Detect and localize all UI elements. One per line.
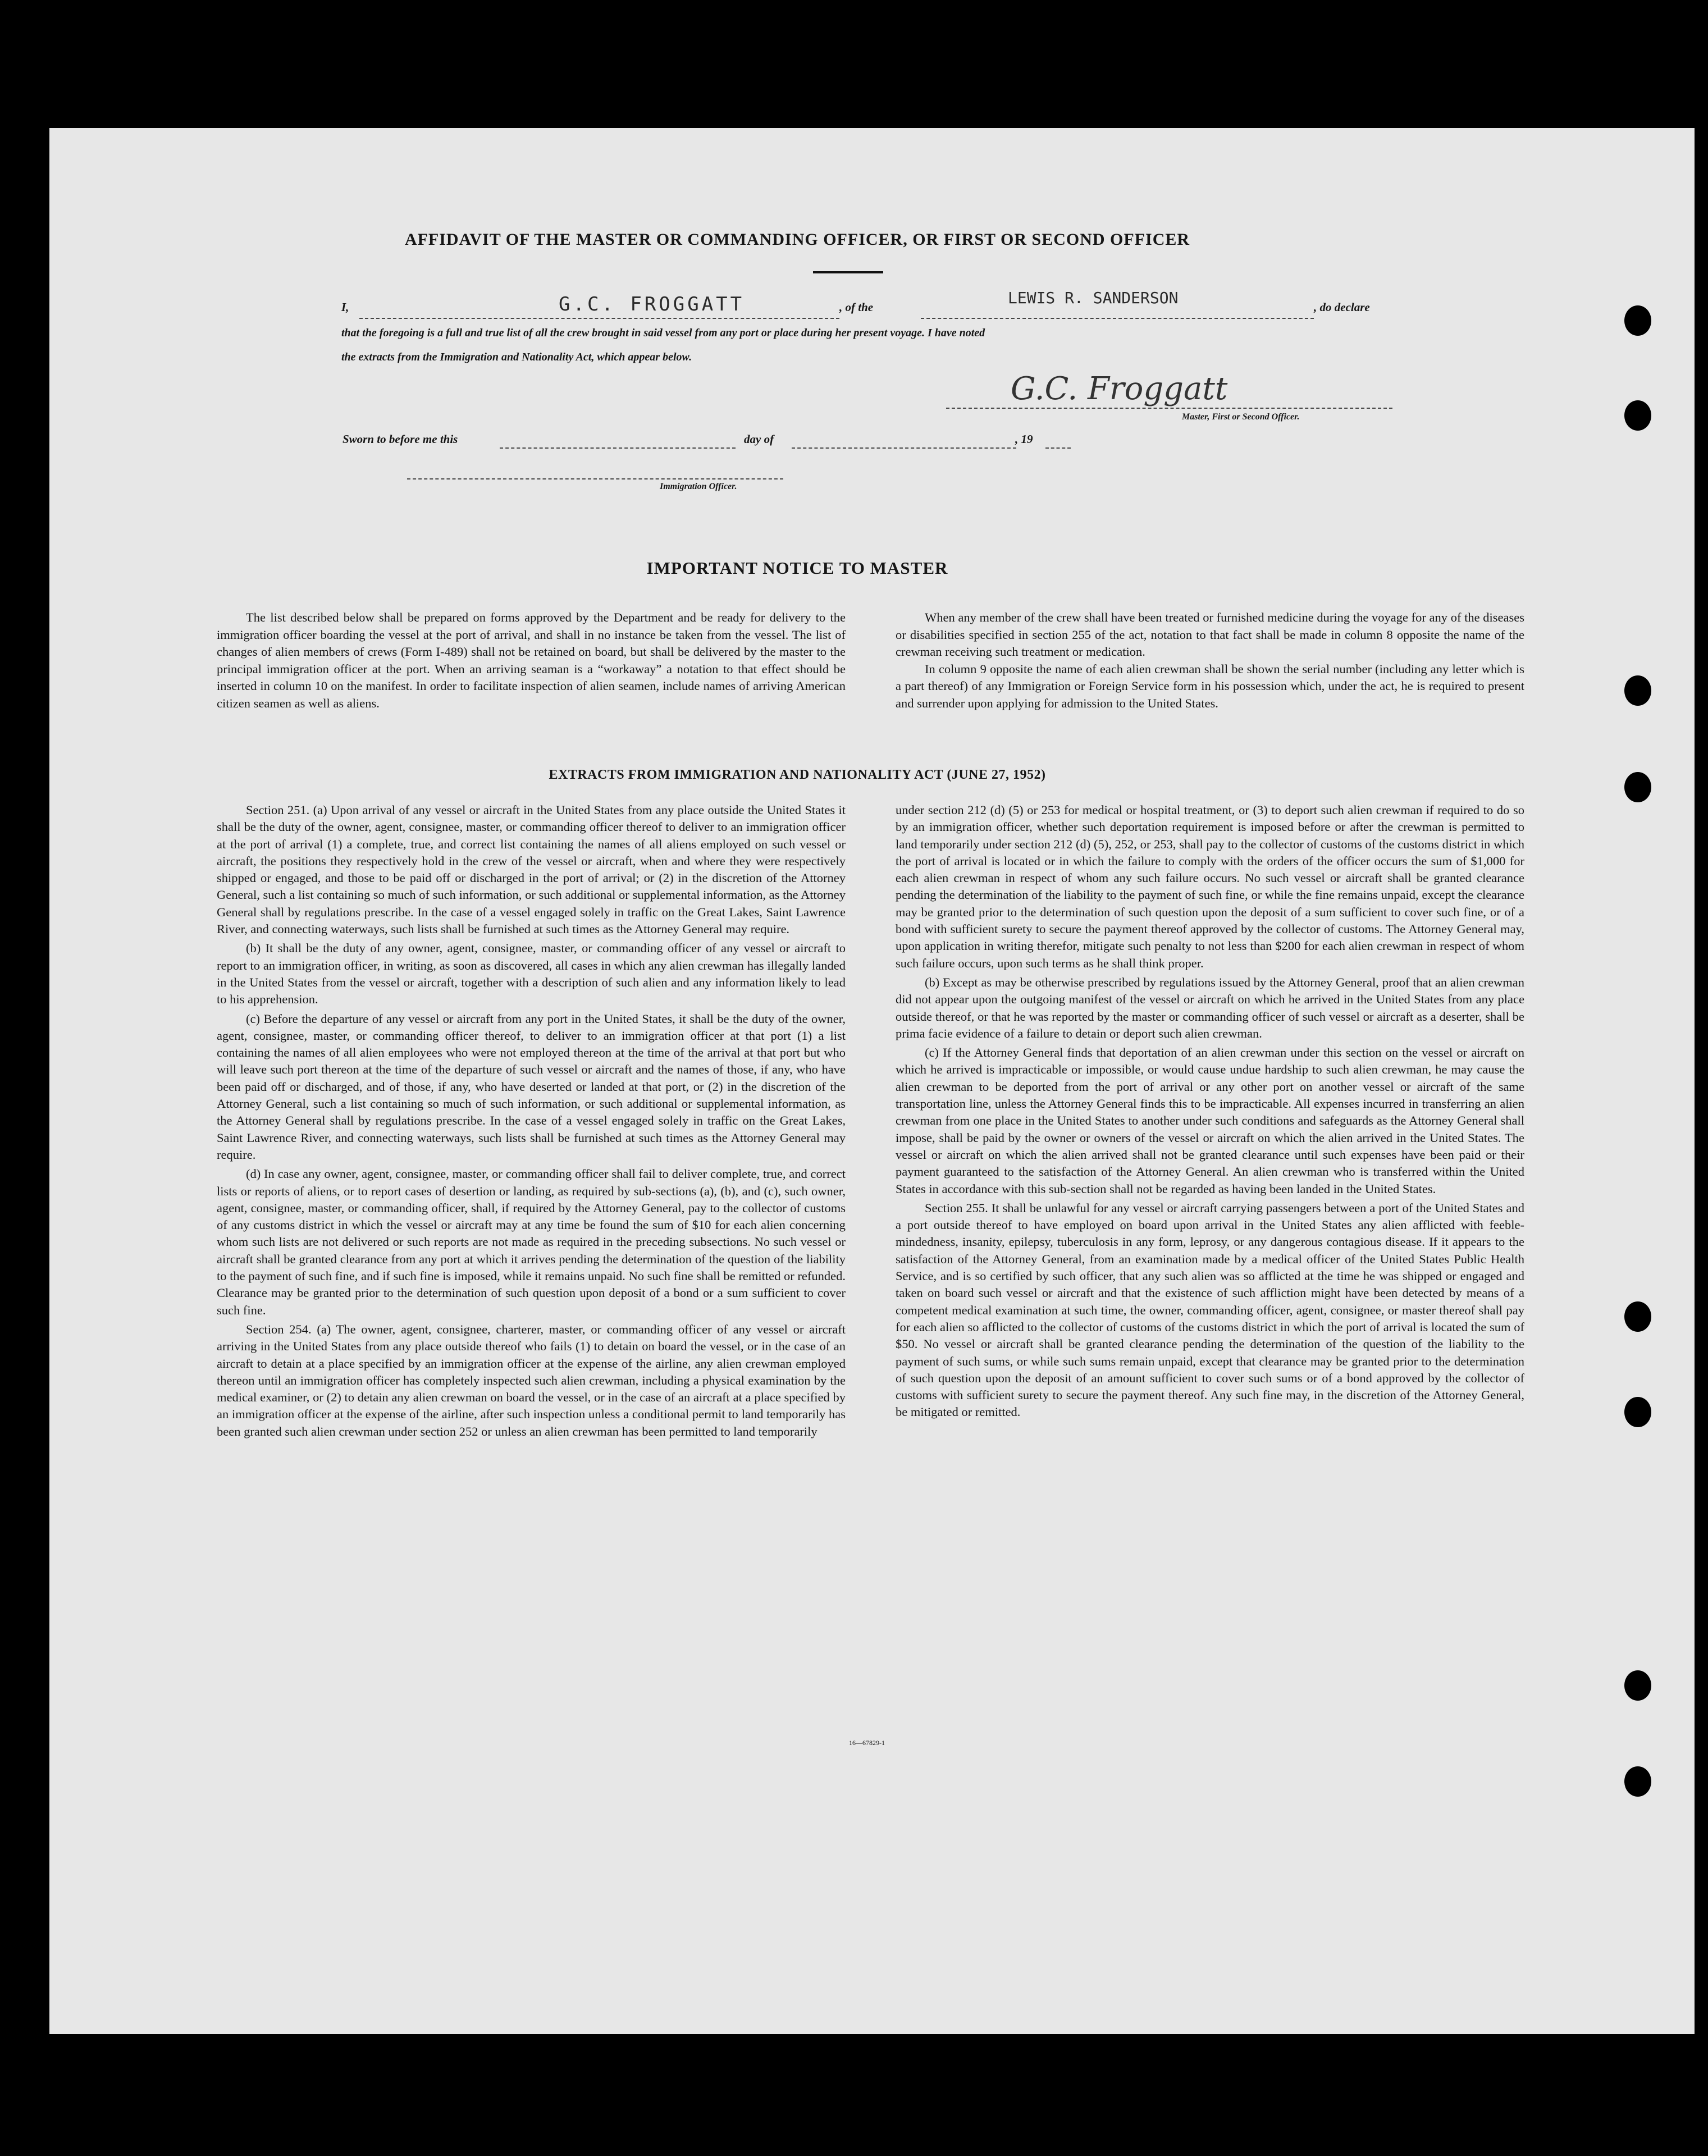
- binder-hole: [1624, 1766, 1651, 1797]
- sworn-year-line: [1045, 447, 1071, 449]
- title-rule: [813, 271, 883, 273]
- section-254-c: (c) If the Attorney General finds that deportation of an alien crewman under this section on the vessel or aircraft on which he arrived is impracticable or impossible, or would cause undue hardship to such alien crewman, he may cause the alien crewman to be deported from the port of arrival or any other port on another vessel or aircraft of the same transportation line, unless the Attorney General finds this to be impracticable. All expenses incurred in transferring an alien crewman from one place in the United States to another under such conditions and safeguards as the Attorney General shall impose, shall be paid by the owner or owners of the vessel or aircraft on which the alien arrived in the United States. The vessel or aircraft on which the alien arrived shall not be granted clearance until such expenses have been paid or their payment guaranteed to the satisfaction of the Attorney General. An alien crewman who is transferred within the United States in accordance with this sub-section shall not be regarded as having been landed in the United States.: [896, 1045, 1524, 1196]
- binder-hole: [1624, 1670, 1651, 1701]
- sworn-label: Sworn to before me this: [342, 432, 458, 446]
- section-251-a: Section 251. (a) Upon arrival of any vessel or aircraft in the United States from any place outside the United States it shall be the duty of the owner, agent, consignee, master, or commanding officer thereof to deliver to an immigration officer at the port of arrival (1) a complete, true, and correct list containing the names of all aliens employed on such vessel or aircraft, the positions they respectively hold in the crew of the vessel or aircraft, when and where they were respectively shipped or engaged, and those to be paid off or discharged in the port of arrival; or (2) in the discretion of the Attorney General, such a list containing so much of such information, or such additional or supplemental information, as the Attorney General shall by regulations prescribe. In the case of a vessel engaged solely in traffic on the Great Lakes, Saint Lawrence River, and connecting waterways, such lists shall be furnished at such times as the Attorney General may require.: [217, 803, 846, 937]
- declaration-line-3: the extracts from the Immigration and Nationality Act, which appear below.: [341, 351, 692, 363]
- officer-name-field: G.C. FROGGATT: [559, 293, 745, 316]
- section-254-a: Section 254. (a) The owner, agent, consignee, charterer, master, or commanding officer of any vessel or aircraft arriving in the United States from any place outside thereof who fails (1) to detain on board the vessel, or in the case of an aircraft to detain at a place specified by an immigration officer at the expense of the airline, any alien crewman employed thereon until an immigration officer has completely inspected such alien crewman, including a physical examination by the medical examiner, or (2) to detain any alien crewman on board the vessel, or in the case of an aircraft at a place specified by an immigration officer at the expense of the airline, after such inspection unless a conditional permit to land temporarily has been granted such alien crewman under section 252 or unless an alien crewman has been permitted to land temporarily: [217, 1322, 846, 1438]
- extracts-left-column: [217, 802, 846, 1442]
- extracts-title: EXTRACTS FROM IMMIGRATION AND NATIONALITY ACT (JUNE 27, 1952): [549, 768, 1046, 782]
- declaration-line-2: that the foregoing is a full and true list of all the crew brought in said vessel from any port or place during her present voyage. I have noted: [341, 327, 985, 339]
- extracts-right-column: [896, 802, 1524, 1423]
- notice-right-column: [896, 609, 1524, 712]
- section-251-c: (c) Before the departure of any vessel or aircraft from any port in the United States, it shall be the duty of the owner, agent, consignee, master, or commanding officer thereof, to deliver to an immigration officer at that port (1) a list containing the names of all alien employees who were not employed thereon at the time of the arrival at that port but who will leave such port thereon at the time of the departure of such vessel or aircraft and the names of those, if any, who have been paid off or discharged, and of those, if any, who have deserted or landed at that port, or (2) in the discretion of the Attorney General, such a list containing so much of such information, or such additional or supplemental information, as the Attorney General shall by regulations prescribe. In the case of a vessel engaged solely in traffic on the Great Lakes, Saint Lawrence River, and connecting waterways, such lists shall be furnished at such times as the Attorney General may require.: [217, 1011, 846, 1162]
- notice-left-column: [217, 609, 846, 712]
- binder-hole: [1624, 1301, 1651, 1332]
- vessel-name-field: LEWIS R. SANDERSON: [1008, 289, 1179, 307]
- of-the-label: , of the: [839, 300, 874, 314]
- notice-title: IMPORTANT NOTICE TO MASTER: [646, 558, 948, 578]
- signature-caption: Master, First or Second Officer.: [1182, 412, 1300, 422]
- immigration-officer-caption: Immigration Officer.: [660, 482, 737, 491]
- section-251-d: (d) In case any owner, agent, consignee, master, or commanding officer shall fail to deliver complete, true, and correct lists or reports of aliens, or to report cases of desertion or landing, as required by sub-sections (a), (b), and (c), such owner, agent, consignee, master, or commanding officer, shall, if required by the Attorney General, pay to the collector of customs of any customs district in which the vessel or aircraft may at any time be found the sum of $10 for each alien concerning whom such lists are not delivered or such reports are not made as required in the preceding subsections. No such vessel or aircraft shall be granted clearance from any port at which it arrives pending the determination of the question of the liability to the payment of such fine, and if such fine is imposed, while it remains unpaid. No such fine shall be remitted or refunded. Clearance may be granted prior to the determination of such question upon deposit of a bond or a sum sufficient to cover such fine.: [217, 1167, 846, 1317]
- do-declare-label: , do declare: [1314, 300, 1370, 314]
- section-254-b: (b) Except as may be otherwise prescribed by regulations issued by the Attorney General, proof that an alien crewman did not appear upon the outgoing manifest of the vessel or aircraft on which he arrived in the United States from any place outside thereof, or that he was reported by the master or commanding officer of such vessel or aircraft as a deserter, shall be prima facie evidence of a failure to detain or deport such alien crewman.: [896, 975, 1524, 1040]
- affidavit-title: AFFIDAVIT OF THE MASTER OR COMMANDING OFFICER, OR FIRST OR SECOND OFFICER: [404, 230, 1190, 249]
- day-of-label: day of: [744, 432, 774, 446]
- binder-hole: [1624, 772, 1651, 802]
- master-signature: G.C. Froggatt: [1011, 371, 1228, 407]
- notice-right-paragraph-1: When any member of the crew shall have been treated or furnished medicine during the voyage for any of the diseases or disabilities specified in section 255 of the act, notation to that fact shall be made in column 8 opposite the name of the crewman receiving such treatment or medication.: [896, 610, 1524, 659]
- notice-right-paragraph-2: In column 9 opposite the name of each alien crewman shall be shown the serial number (including any letter which is a part thereof) of any Immigration or Foreign Service form in his possession which, under the act, he is required to present and surrender upon applying for admission to the United States.: [896, 661, 1524, 710]
- section-254-a-continued: under section 212 (d) (5) or 253 for medical or hospital treatment, or (3) to deport such alien crewman if required to do so by an immigration officer, whether such deportation requirement is imposed before or after the crewman is permitted to land temporarily under section 212 (d) (5), 252, or 253, shall pay to the collector of customs of the customs district in which the port of arrival is located or in which the failure to comply with the orders of the officer occurs the sum of $1,000 for each alien crewman in respect of whom any such failure occurs. No such vessel or aircraft shall be granted clearance pending the determination of the liability to the payment of such fine, or while the fine remains unpaid, except the clearance may be granted prior to the determination of such question upon the deposit of a sum sufficient to cover such fine, or of a bond with sufficient surety to secure the payment thereof approved by the collector of customs. The Attorney General may, upon application in writing therefor, mitigate such penalty to not less than $200 for each alien crewman in respect of whom such failure occurs, upon such terms as he shall think proper.: [896, 803, 1524, 970]
- section-255: Section 255. It shall be unlawful for any vessel or aircraft carrying passengers between a port of the United States and a port outside thereof to have employed on board upon arrival in the United States any alien afflicted with feeble-mindedness, insanity, epilepsy, tuberculosis in any form, leprosy, or any dangerous contagious disease. If it appears to the satisfaction of the Attorney General, from an examination made by a medical officer of the United States Public Health Service, and is so certified by such officer, that any such alien was so afflicted at the time he was shipped or engaged and taken on board such vessel or aircraft and that the existence of such affliction might have been detected by means of a competent medical examination at such time, the owner, commanding officer, agent, consignee, or master thereof shall pay for each alien so afflicted to the collector of customs of the customs district in which the port of arrival is located the sum of $50. No vessel or aircraft shall be granted clearance pending the determination of the question of the liability to the payment of such sums, or while such sums remain unpaid, except that clearance may be granted prior to the determination of such question upon the deposit of an amount sufficient to cover such sums or of a bond approved by the collector of customs with sufficient surety to secure the payment thereof. Any such fine may, in the discretion of the Attorney General, be mitigated or remitted.: [896, 1200, 1524, 1419]
- binder-hole: [1624, 400, 1651, 431]
- declarant-prefix: I,: [341, 300, 349, 314]
- vessel-name-line: [921, 318, 1314, 319]
- binder-hole: [1624, 675, 1651, 706]
- section-251-b: (b) It shall be the duty of any owner, agent, consignee, master, or commanding officer of any vessel or aircraft to report to an immigration officer, in writing, as soon as discovered, all cases in which any alien crewman has illegally landed in the United States from the vessel or aircraft, together with a description of such alien and any information likely to lead to his apprehension.: [217, 941, 846, 1007]
- immigration-officer-line: [407, 478, 783, 479]
- year-label: , 19: [1015, 432, 1033, 446]
- binder-hole: [1624, 305, 1651, 336]
- form-number: 16—67829-1: [849, 1739, 885, 1747]
- sworn-month-line: [792, 447, 1016, 449]
- sworn-day-line: [500, 447, 736, 449]
- binder-hole: [1624, 1397, 1651, 1427]
- notice-left-text: The list described below shall be prepared on forms approved by the Department and be ready for delivery to the immigration officer boarding the vessel at the port of arrival, and shall in no instance be taken from the vessel. The list of changes of alien members of crews (Form I-489) shall not be retained on board, but shall be delivered by the master to the principal immigration officer at the port. When an arriving seaman is a “workaway” a notation to that effect should be inserted in column 10 on the manifest. In order to facilitate inspection of alien seamen, include names of arriving American citizen seamen as well as aliens.: [217, 610, 846, 710]
- officer-name-line: [359, 318, 839, 319]
- signature-line: [946, 408, 1392, 409]
